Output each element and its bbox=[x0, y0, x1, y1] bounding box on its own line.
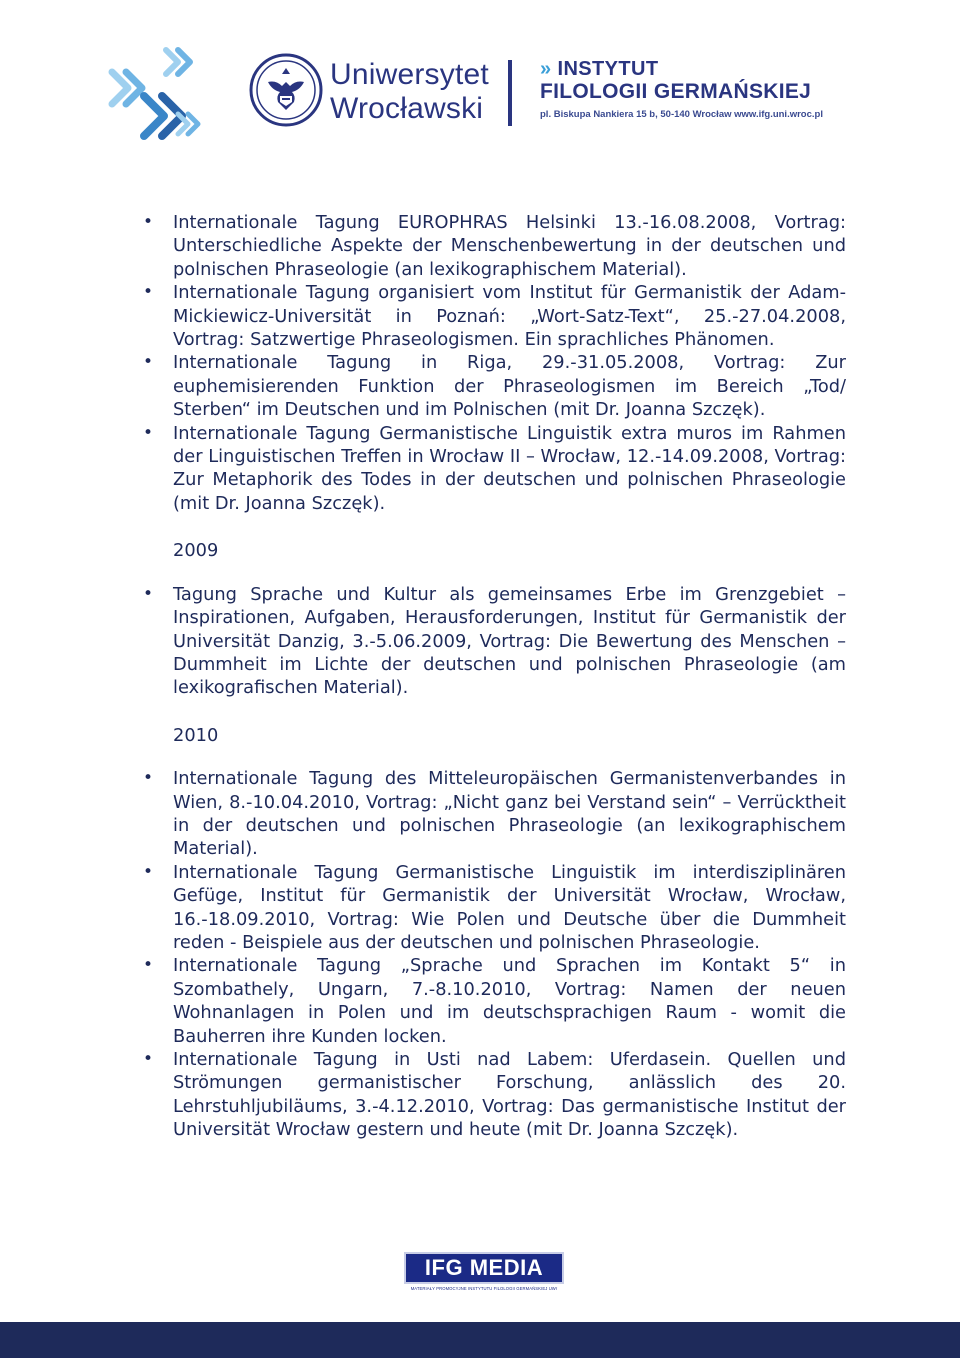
list-item bbox=[140, 583, 846, 700]
institute-title-line2: FILOLOGII GERMAŃSKIEJ bbox=[540, 80, 812, 103]
conference-list-2008 bbox=[140, 211, 846, 515]
ifg-media-logo-box bbox=[404, 1252, 564, 1284]
bullet-icon: • bbox=[143, 422, 154, 443]
list-item bbox=[140, 211, 846, 281]
list-item bbox=[140, 954, 846, 1048]
conference-list-content bbox=[140, 211, 846, 1142]
list-item-text: Tagung Sprache und Kultur als gemeinsames Erbe im Grenzgebiet – Inspirationen, Aufgaben, Herausforderungen, Institut für Germanistik der Universität Danzig, 3.-5.06.2009, Vortrag: Die Bewertung des Menschen – Dummheit im Lichte der deutschen und polnischen Phraseologie (am lexikografischen Material). bbox=[173, 583, 846, 699]
institute-address: pl. Biskupa Nankiera 15 b, 50-140 Wrocław www.ifg.uni.wroc.pl bbox=[540, 109, 823, 120]
bullet-icon: • bbox=[143, 768, 154, 789]
header-divider bbox=[508, 60, 512, 126]
list-item bbox=[140, 351, 846, 421]
list-item-text: Internationale Tagung EUROPHRAS Helsinki 13.-16.08.2008, Vortrag: Unterschiedliche Aspekte der Menschenbewertung in der deutschen und polnischen Phraseologie (an lexikographischem Material). bbox=[173, 212, 846, 280]
list-item-text: Internationale Tagung in Usti nad Labem: Uferdasein. Quellen und Strömungen germanistischer Forschung, anlässlich des 20. Lehrstuhljubiläums, 3.-4.12.2010, Vortrag: Das germanistische Institut der Universität Wrocław gestern und heute (mit Dr. Joanna Szczęk). bbox=[173, 1049, 846, 1141]
bullet-icon: • bbox=[143, 955, 154, 976]
list-item bbox=[140, 861, 846, 955]
bullet-icon: • bbox=[143, 282, 154, 303]
list-item bbox=[140, 281, 846, 351]
institute-label: INSTYTUT bbox=[557, 58, 659, 80]
institute-title-line1 bbox=[540, 58, 823, 80]
university-eagle-seal-icon bbox=[248, 52, 324, 128]
logo-media-text: MEDIA bbox=[469, 1255, 544, 1280]
logo-subtitle: MATERIAŁY PROMOCYJNE INSTYTUTU FILOLOGII GERMAŃSKIEJ UWr bbox=[410, 1286, 558, 1291]
ifg-media-logo bbox=[404, 1252, 564, 1296]
year-heading-2009: 2009 bbox=[173, 540, 219, 562]
university-name-line1: Uniwersytet bbox=[330, 58, 489, 91]
conference-list-2009 bbox=[140, 583, 846, 700]
logo-ifg-text: IFG bbox=[424, 1255, 464, 1280]
university-name bbox=[330, 58, 489, 126]
bullet-icon: • bbox=[143, 583, 154, 604]
university-name-line2: Wrocławski bbox=[330, 92, 484, 125]
page-header bbox=[0, 0, 960, 170]
list-item bbox=[140, 767, 846, 861]
bullet-icon: • bbox=[143, 352, 154, 373]
list-item-text: Internationale Tagung Germanistische Linguistik im interdisziplinären Gefüge, Institut für Germanistik der Universität Wrocław, Wrocław, 16.-18.09.2010, Vortrag: Wie Polen und Deutsche über die Dummheit reden - Beispiele aus der deutschen und polnischen Phraseologie. bbox=[173, 861, 846, 953]
bullet-icon: • bbox=[143, 1049, 154, 1069]
bullet-icon: • bbox=[143, 861, 154, 882]
list-item-text: Internationale Tagung in Riga, 29.-31.05.2008, Vortrag: Zur euphemisierenden Funktion der Phraseologismen im Bereich „Tod/ Sterben“ im Deutschen und im Polnischen (mit Dr. Joanna Szczęk). bbox=[173, 352, 846, 421]
chevron-arrows-logo-icon bbox=[104, 44, 214, 154]
conference-list-2010 bbox=[140, 767, 846, 1142]
list-item bbox=[140, 1048, 846, 1142]
institute-arrows-icon: » bbox=[540, 58, 552, 80]
year-heading-2010: 2010 bbox=[173, 724, 219, 746]
institute-block bbox=[540, 58, 823, 122]
list-item-text: Internationale Tagung organisiert vom Institut für Germanistik der Adam-Mickiewicz-Universität in Poznań: „Wort-Satz-Text“, 25.-27.04.2008, Vortrag: Satzwertige Phraseologismen. Ein sprachliches Phänomen. bbox=[173, 282, 846, 351]
bullet-icon: • bbox=[143, 212, 154, 232]
footer-bar bbox=[0, 1322, 960, 1358]
ifg-media-logo-text bbox=[406, 1255, 562, 1281]
list-item-text: Internationale Tagung Germanistische Linguistik extra muros im Rahmen der Linguistischen Treffen in Wrocław II – Wrocław, 12.-14.09.2008, Vortrag: Zur Metaphorik des Todes in der deutschen und polnischen Phraseologie (mit Dr. Joanna Szczęk). bbox=[173, 422, 846, 514]
list-item-text: Internationale Tagung „Sprache und Sprachen im Kontakt 5“ in Szombathely, Ungarn, 7.-8.10.2010, Vortrag: Namen der neuen Wohnanlagen in Polen und im deutschsprachigen Raum - womit die Bauherren ihre Kunden locken. bbox=[173, 955, 846, 1047]
list-item bbox=[140, 422, 846, 516]
list-item-text: Internationale Tagung des Mitteleuropäischen Germanistenverbandes in Wien, 8.-10.04.2010, Vortrag: „Nicht ganz bei Verstand sein“ – Verrücktheit in der deutschen und polnischen Phraseologie (an lexikographischem Material). bbox=[173, 768, 846, 860]
